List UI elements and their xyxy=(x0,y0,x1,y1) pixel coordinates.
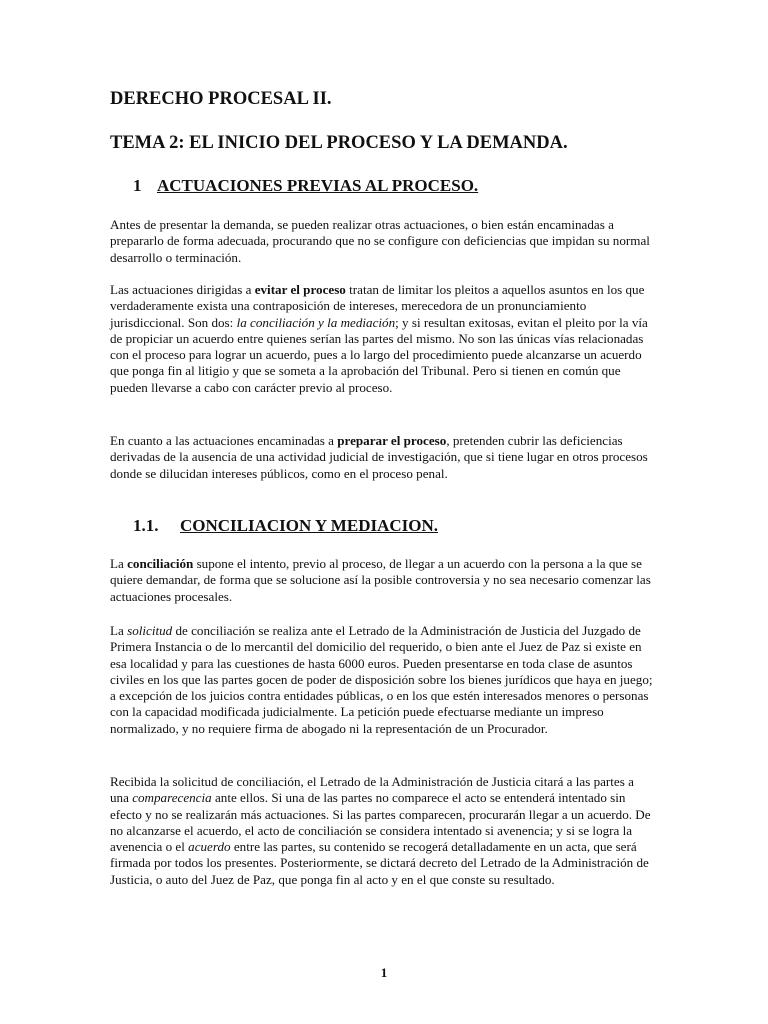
text-run: , pretenden cubrir las deficiencias derivadas de la ausencia de una actividad judicial de investigación, que si tiene lugar en otros procesos donde se dilucidan intereses públicos, como en el proceso penal. xyxy=(110,433,648,481)
paragraph-evitar-proceso xyxy=(110,282,655,396)
paragraph-solicitud xyxy=(110,623,655,737)
text-run: tratan de limitar los pleitos a aquellos asuntos en los que verdaderamente exista una contraposición de intereses, merecedora de un pronunciamiento jurisdiccional. Son dos: xyxy=(110,282,645,330)
italic-term: acuerdo xyxy=(188,839,231,855)
text-run: ; y si resultan exitosas, evitan el pleito por la vía de propiciar un acuerdo entre quienes serían las partes del mismo. No son las únicas vías relacionadas con el proceso para lograr un acuerdo, pues a lo largo del procedimiento puede alcanzarse un acuerdo que ponga fin al litigio y que se someta a la aprobación del Tribunal. Pero si tienen en común que pueden llevarse a cabo con carácter previo al proceso. xyxy=(110,314,648,395)
italic-term: comparecencia xyxy=(132,790,212,806)
paragraph-intro xyxy=(110,217,655,266)
course-title: DERECHO PROCESAL II. xyxy=(110,89,332,109)
text-run: Recibida la solicitud de conciliación, el Letrado de la Administración de Justicia citará a las partes a una xyxy=(110,774,634,806)
page-number: 1 xyxy=(380,965,388,980)
paragraph-text: Antes de presentar la demanda, se pueden realizar otras actuaciones, o bien están encaminadas a prepararlo de forma adecuada, procurando que no se configure con deficiencias que impidan su normal desarrollo o terminación. xyxy=(110,217,650,265)
italic-term: la conciliación y la mediación xyxy=(236,314,396,330)
text-run: entre las partes, su contenido se recogerá detalladamente en un acta, que será firmada por todos los presentes. Posteriormente, se dictará decreto del Letrado de la Administración de Justicia, o auto del Juez de Paz, que ponga fin al acto y en el que conste su resultado. xyxy=(110,839,649,887)
bold-term: preparar el proceso xyxy=(337,433,447,448)
bold-term: conciliación xyxy=(127,556,194,571)
paragraph-comparecencia xyxy=(110,774,655,888)
text-run: ante ellos. Si una de las partes no comparece el acto se entenderá intentado sin efecto y no se realizarán más actuaciones. Si las partes comparecen, procurarán llegar a un acuerdo. De no alcanzarse el acuerdo, el acto de conciliación se considera intentado si avenencia; y si se logra la avenencia o el xyxy=(110,790,651,855)
text-run: Las actuaciones dirigidas a xyxy=(110,282,255,297)
section-heading-1 xyxy=(133,176,478,196)
text-run: La xyxy=(110,623,128,638)
section-number: 1.1. xyxy=(133,516,159,535)
paragraph-conciliacion xyxy=(110,556,655,605)
text-run: supone el intento, previo al proceso, de llegar a un acuerdo con la persona a la que se quiere demandar, de forma que se solucione así la posible controversia y no sea necesario comenzar las actuaciones procesales. xyxy=(110,556,651,604)
section-heading-1-1 xyxy=(133,516,438,536)
section-title: ACTUACIONES PREVIAS AL PROCESO. xyxy=(157,176,479,195)
section-number: 1 xyxy=(133,176,142,195)
text-run: En cuanto a las actuaciones encaminadas a xyxy=(110,433,338,448)
section-title: CONCILIACION Y MEDIACION. xyxy=(180,516,439,535)
italic-term: solicitud xyxy=(127,623,173,638)
paragraph-preparar-proceso xyxy=(110,433,655,482)
text-run: de conciliación se realiza ante el Letrado de la Administración de Justicia del Juzgado de Primera Instancia o de lo mercantil del domicilio del requerido, o bien ante el Juez de Paz si existe en esa localidad y para las cuestiones de hasta 6000 euros. Pueden presentarse en toda clase de asuntos civiles en los que las partes gocen de poder de disposición sobre los bienes jurídicos que haya en juego; a excepción de los juicios contra entidades públicas, o en los que estén interesados menores o personas con la capacidad modificada judicialmente. La petición puede efectuarse mediante un impreso normalizado, y no requiere firma de abogado ni la representación de un Procurador. xyxy=(110,623,653,736)
topic-title: TEMA 2: EL INICIO DEL PROCESO Y LA DEMANDA. xyxy=(110,133,568,153)
bold-term: evitar el proceso xyxy=(254,282,346,297)
text-run: La xyxy=(110,556,128,571)
